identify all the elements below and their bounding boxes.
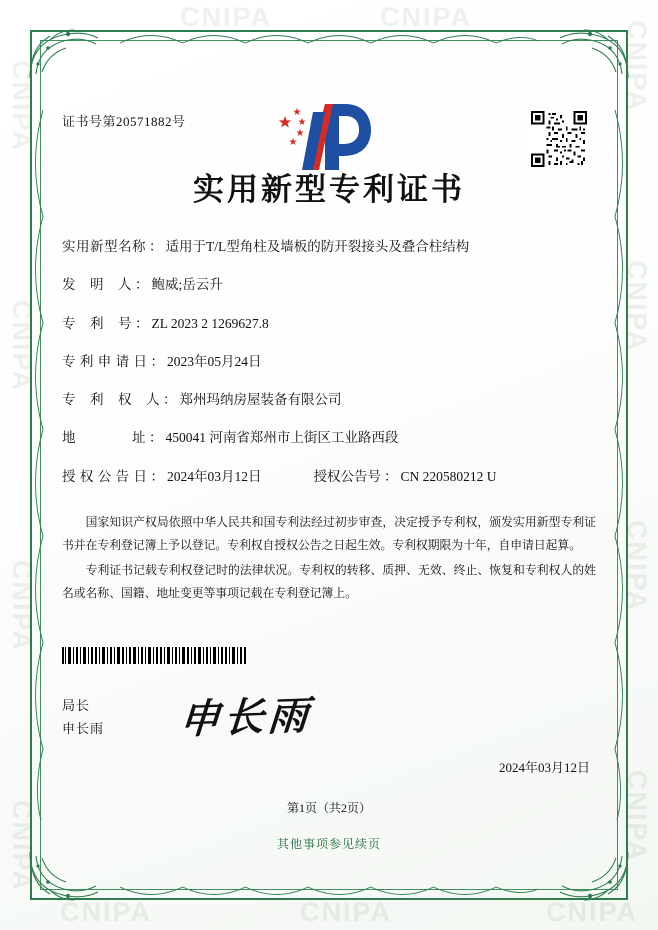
paragraph: 专利证书记载专利权登记时的法律状况。专利权的转移、质押、无效、终止、恢复和专利权人的姓名或名称、国籍、地址变更等事项记载在专利登记簿上。: [62, 562, 596, 600]
edge-ornament-icon: [120, 30, 538, 46]
field-value: ZL 2023 2 1269627.8: [151, 315, 269, 331]
field-label: 专 利 申 请 日: [62, 353, 148, 369]
barcode: [62, 647, 247, 664]
field-separator: ：: [384, 468, 398, 484]
edge-ornament-icon: [120, 884, 538, 900]
field-row: [62, 275, 596, 295]
field-separator: ：: [149, 239, 163, 254]
watermark: CNIPA: [622, 20, 652, 113]
watermark: CNIPA: [380, 2, 473, 32]
field-separator: ：: [150, 468, 164, 484]
issue-date: 2024年03月12日: [498, 759, 590, 775]
director-name: 申长雨: [62, 721, 105, 737]
handwritten-signature: 申长雨: [178, 692, 314, 743]
page-title: 实用新型专利证书: [193, 172, 465, 208]
watermark: CNIPA: [7, 560, 37, 653]
watermark: CNIPA: [300, 897, 393, 927]
field-separator: ：: [150, 353, 164, 369]
watermark: CNIPA: [7, 60, 37, 153]
field-row: [62, 428, 596, 448]
field-value: 郑州玛纳房屋装备有限公司: [179, 392, 342, 407]
watermark: CNIPA: [60, 897, 153, 927]
edge-ornament-icon: [30, 110, 46, 820]
watermark: CNIPA: [545, 897, 638, 927]
announcement-row: [62, 467, 596, 487]
paragraph: 国家知识产权局依照中华人民共和国专利法经过初步审查，决定授予专利权，颁发实用新型专利证书并在专利登记簿上予以登记。专利权自授权公告之日起生效。专利权期限为十年，自申请日起算。: [62, 514, 596, 552]
watermark: CNIPA: [180, 2, 273, 32]
field-separator: ：: [163, 392, 177, 407]
page-number: 第1页（共2页）: [286, 801, 371, 815]
certificate-content: [62, 78, 596, 868]
watermark: CNIPA: [622, 770, 652, 863]
field-label: 地 址: [62, 430, 146, 446]
certificate-number: 证书号第20571882号: [62, 114, 186, 129]
field-value: 鲍威;岳云升: [151, 277, 223, 293]
director-label: 局长: [62, 697, 91, 713]
edge-ornament-icon: [612, 110, 628, 820]
field-row: [62, 237, 596, 257]
field-value: 适用于T/L型角柱及墙板的防开裂接头及叠合柱结构: [165, 239, 470, 254]
field-label: 发 明 人: [62, 277, 132, 293]
corner-ornament-icon: [28, 28, 102, 80]
announcement-number-value: CN 220580212 U: [400, 468, 497, 484]
announcement-date-value: 2024年03月12日: [167, 468, 262, 484]
field-row: [62, 352, 596, 372]
watermark: CNIPA: [622, 260, 652, 353]
field-separator: ：: [149, 430, 163, 446]
signature-block: [62, 692, 596, 775]
fields-list: [62, 237, 596, 487]
watermark: CNIPA: [7, 800, 37, 893]
cnipa-emblem-icon: [269, 96, 389, 174]
announcement-number-label: 授权公告号: [313, 468, 381, 484]
qr-code: [528, 108, 590, 170]
field-separator: ：: [135, 315, 149, 331]
watermark: CNIPA: [622, 520, 652, 613]
footnote: 其他事项参见续页: [276, 837, 381, 851]
corner-ornament-icon: [556, 28, 630, 80]
field-separator: ：: [135, 277, 149, 293]
field-row: [62, 314, 596, 334]
field-label: 实用新型名称: [62, 239, 146, 254]
field-value: 450041 河南省郑州市上街区工业路西段: [165, 430, 399, 446]
watermark: CNIPA: [7, 300, 37, 393]
field-row: [62, 390, 596, 410]
field-label: 专 利 权 人: [62, 392, 160, 407]
announcement-date-label: 授 权 公 告 日: [62, 468, 148, 484]
signature-labels: [62, 694, 596, 741]
field-value: 2023年05月24日: [167, 353, 262, 369]
legal-text: [62, 511, 596, 605]
field-label: 专 利 号: [62, 315, 132, 331]
